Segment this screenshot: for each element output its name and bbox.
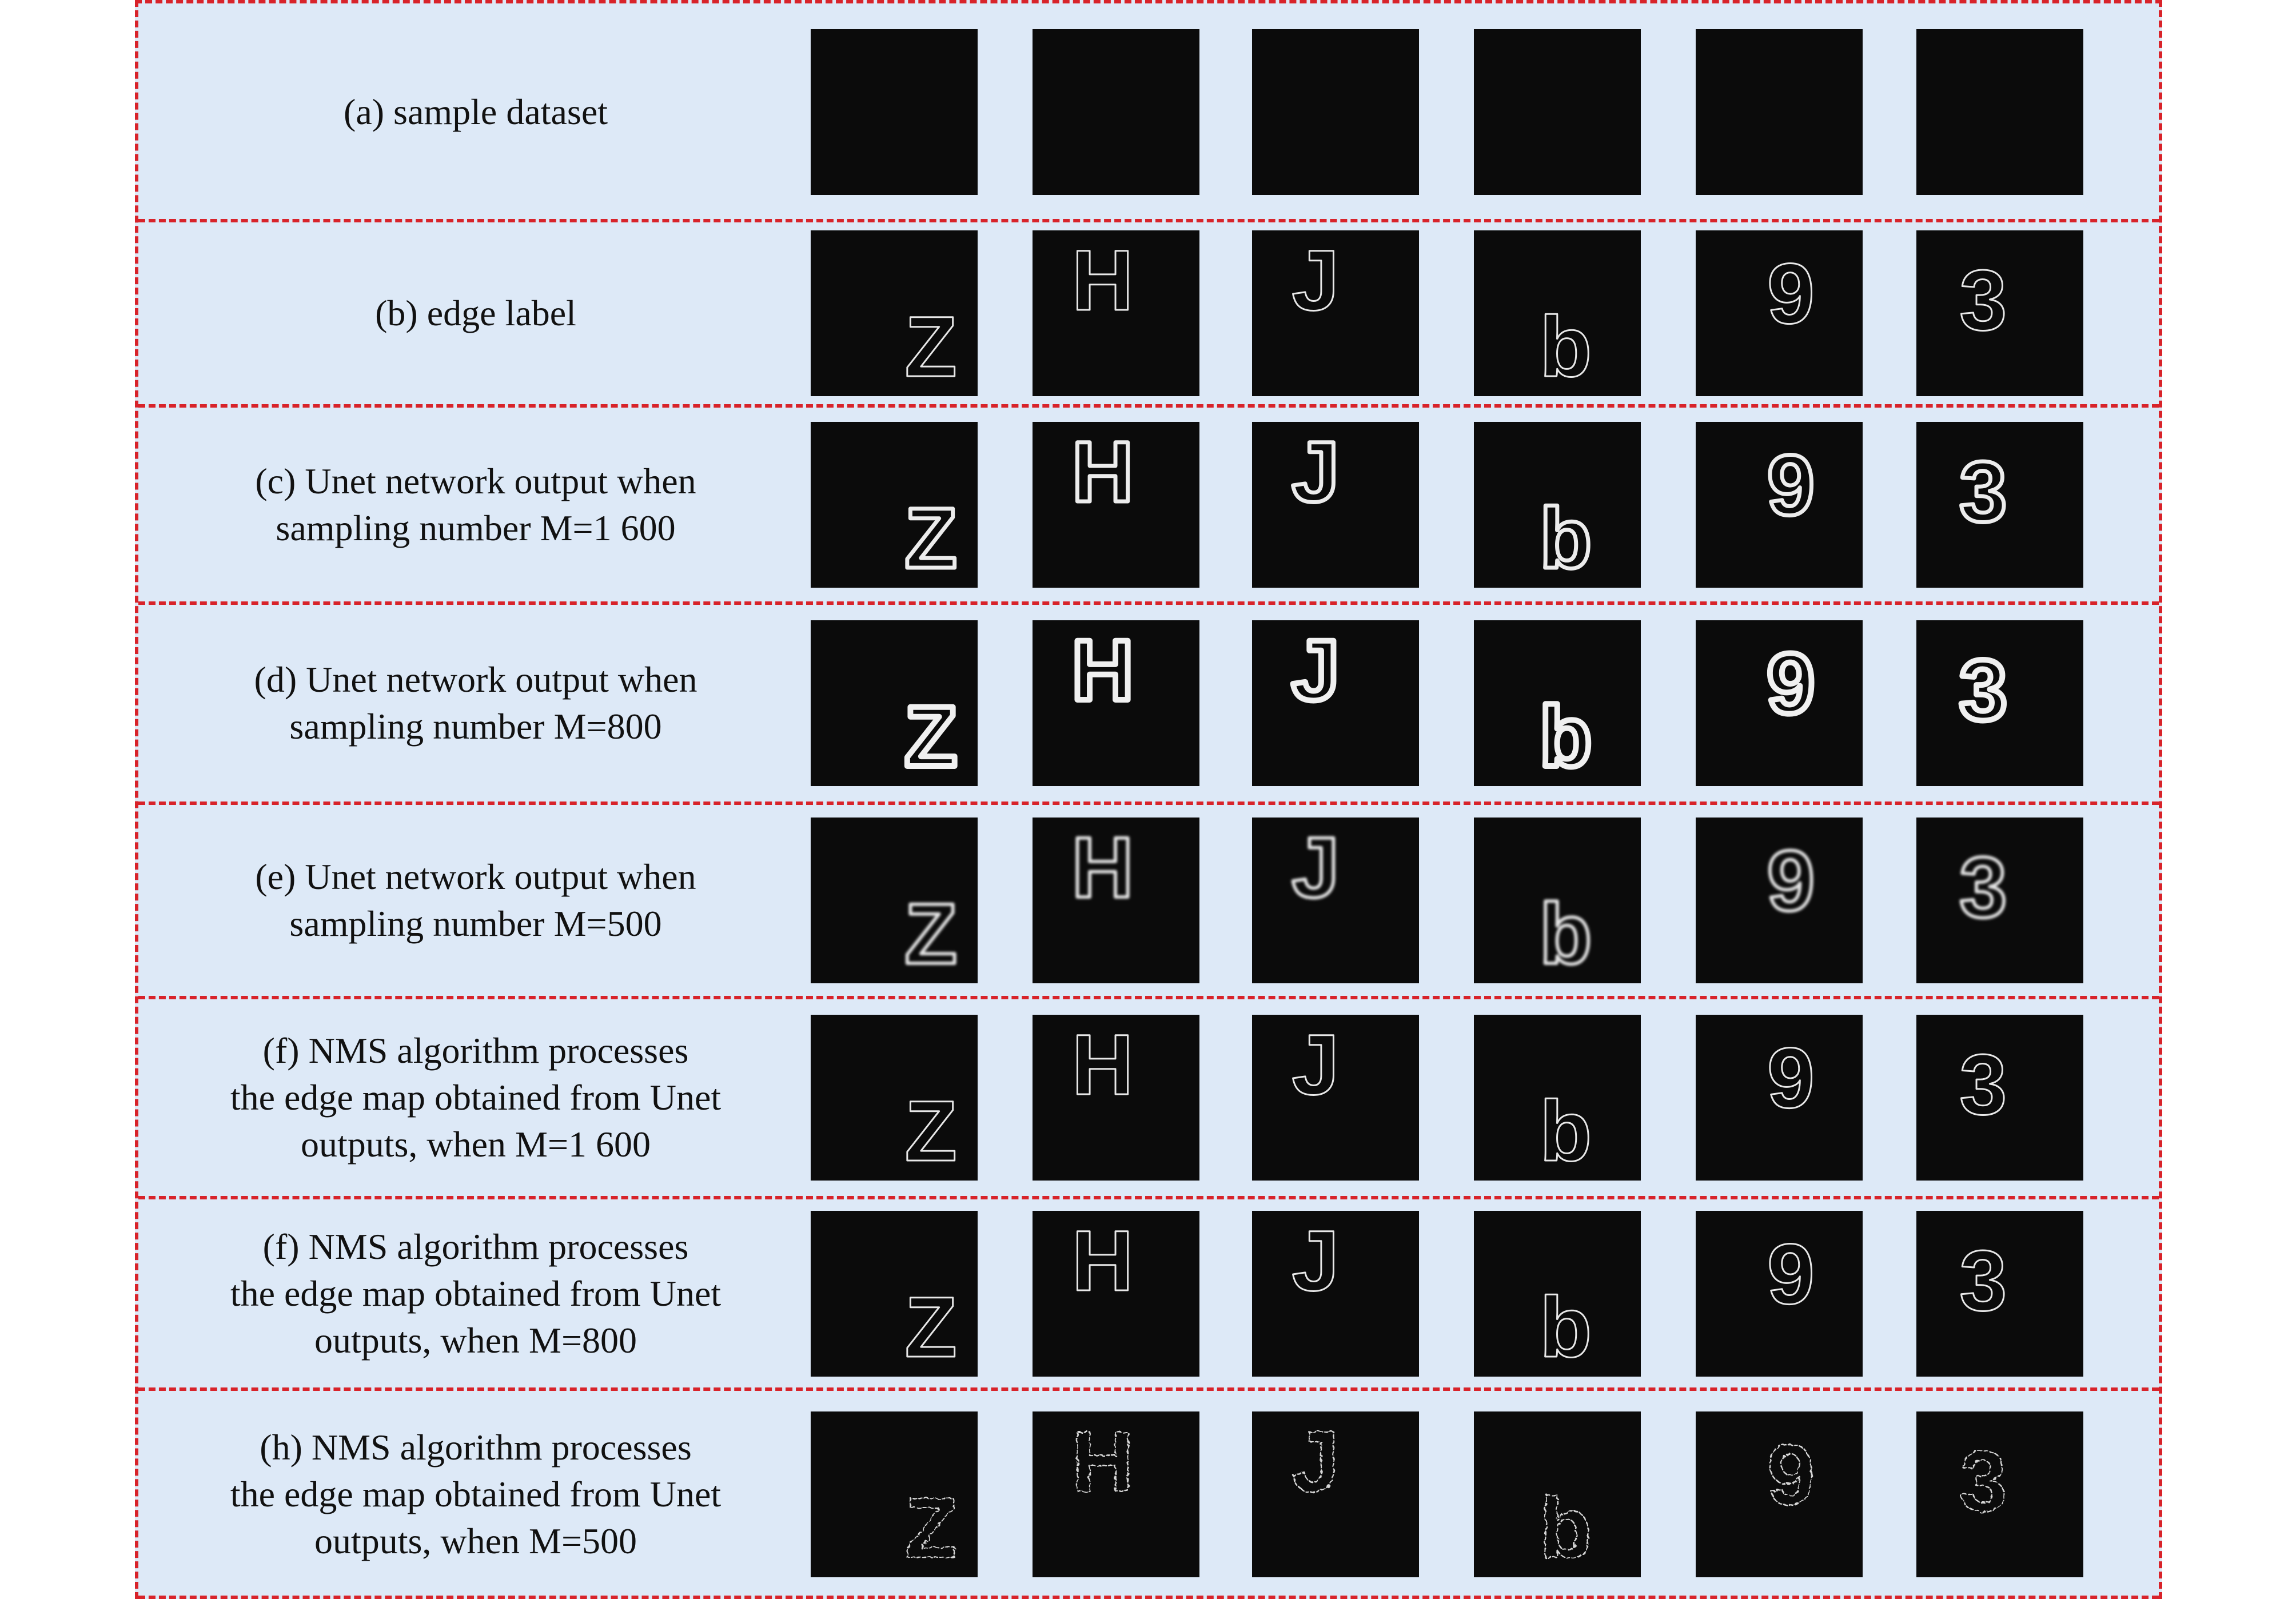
row-label-line: (f) NMS algorithm processes <box>262 1226 689 1267</box>
row-label <box>138 1198 813 1389</box>
character-glyph: Z <box>904 1083 958 1179</box>
bottom-border <box>138 1596 2159 1599</box>
row-label <box>138 603 813 803</box>
image-tile-f2-3 <box>1474 1211 1641 1377</box>
row-label-line: the edge map obtained from Unet <box>230 1473 722 1514</box>
character-glyph: b <box>1539 1083 1592 1179</box>
character-glyph: J <box>1292 1213 1340 1309</box>
image-tile-f1-0 <box>811 1015 978 1181</box>
image-tile-a-1 <box>1033 29 1199 195</box>
row-label-line: outputs, when M=800 <box>314 1319 637 1361</box>
image-tile-c-3 <box>1474 422 1641 588</box>
row-label <box>138 1389 813 1599</box>
image-tile-a-5 <box>1916 29 2083 195</box>
row-label <box>138 803 813 998</box>
row-a <box>138 3 2159 221</box>
row-separator <box>138 404 2159 408</box>
character-glyph: b <box>1539 97 1592 193</box>
row-label-line: (d) Unet network output when <box>254 659 697 700</box>
character-glyph: H <box>1071 1213 1134 1309</box>
character-glyph: b <box>1539 1480 1592 1576</box>
character-glyph: 3 <box>1959 252 2007 348</box>
character-glyph: J <box>1292 819 1340 915</box>
character-glyph: 9 <box>1767 1030 1815 1126</box>
row-label <box>138 3 813 221</box>
character-glyph: 3 <box>1959 1036 2007 1133</box>
row-label-line: (b) edge label <box>375 293 576 333</box>
image-tile-c-5 <box>1916 422 2083 588</box>
image-tile-e-0 <box>811 818 978 983</box>
image-tile-e-2 <box>1252 818 1419 983</box>
character-glyph: 3 <box>1959 839 2007 935</box>
image-tile-e-5 <box>1916 818 2083 983</box>
image-tile-f2-5 <box>1916 1211 2083 1377</box>
image-tile-h-4 <box>1696 1411 1863 1577</box>
character-glyph: H <box>1071 31 1134 127</box>
image-tile-h-0 <box>811 1411 978 1577</box>
character-glyph: b <box>1539 298 1592 394</box>
image-tile-d-1 <box>1033 620 1199 786</box>
row-separator <box>138 802 2159 805</box>
image-tile-d-0 <box>811 620 978 786</box>
image-tile-f2-2 <box>1252 1211 1419 1377</box>
row-label-line: sampling number M=500 <box>289 903 662 944</box>
row-b <box>138 221 2159 406</box>
row-label-line: outputs, when M=1 600 <box>300 1124 651 1165</box>
character-glyph: 3 <box>1959 443 2007 540</box>
row-label-line: (a) sample dataset <box>344 91 608 132</box>
character-glyph: Z <box>904 886 958 982</box>
row-label-line: the edge map obtained from Unet <box>230 1273 722 1314</box>
character-glyph: Z <box>904 1480 958 1576</box>
row-separator <box>138 601 2159 605</box>
character-glyph: J <box>1292 1016 1340 1112</box>
character-glyph: b <box>1539 886 1592 982</box>
image-tile-f1-2 <box>1252 1015 1419 1181</box>
character-glyph: 3 <box>1959 1232 2007 1329</box>
row-label-line: sampling number M=1 600 <box>276 507 676 548</box>
image-tile-c-2 <box>1252 422 1419 588</box>
row-f1 <box>138 998 2159 1198</box>
image-tile-f1-3 <box>1474 1015 1641 1181</box>
character-glyph: 9 <box>1767 1226 1815 1322</box>
character-glyph: 9 <box>1767 635 1815 732</box>
image-tile-h-2 <box>1252 1411 1419 1577</box>
image-tile-a-2 <box>1252 29 1419 195</box>
character-glyph: b <box>1539 490 1592 586</box>
row-label-line: (e) Unet network output when <box>255 856 696 897</box>
character-glyph: J <box>1292 31 1340 127</box>
row-separator <box>138 1196 2159 1199</box>
image-tile-c-0 <box>811 422 978 588</box>
character-glyph: 9 <box>1767 245 1815 342</box>
image-tile-a-4 <box>1696 29 1863 195</box>
character-glyph: b <box>1539 688 1592 784</box>
row-label <box>138 406 813 603</box>
character-glyph: J <box>1292 622 1340 718</box>
character-glyph: 9 <box>1767 832 1815 929</box>
image-tile-f1-1 <box>1033 1015 1199 1181</box>
row-d <box>138 603 2159 803</box>
image-tile-a-0 <box>811 29 978 195</box>
row-f2 <box>138 1198 2159 1389</box>
image-tile-b-3 <box>1474 230 1641 396</box>
character-glyph: 9 <box>1767 437 1815 533</box>
character-glyph: 9 <box>1767 1426 1815 1523</box>
image-tile-b-0 <box>811 230 978 396</box>
character-glyph: 9 <box>1767 44 1815 141</box>
character-glyph: 3 <box>1959 641 2007 738</box>
image-tile-b-1 <box>1033 230 1199 396</box>
image-tile-a-3 <box>1474 29 1641 195</box>
row-label-line: (h) NMS algorithm processes <box>260 1426 692 1468</box>
row-label <box>138 221 813 406</box>
image-tile-b-5 <box>1916 230 2083 396</box>
character-glyph: H <box>1071 1016 1134 1112</box>
image-tile-c-4 <box>1696 422 1863 588</box>
character-glyph: J <box>1292 1413 1340 1509</box>
image-tile-e-4 <box>1696 818 1863 983</box>
row-h <box>138 1389 2159 1599</box>
image-tile-e-3 <box>1474 818 1641 983</box>
image-tile-f1-4 <box>1696 1015 1863 1181</box>
image-tile-f1-5 <box>1916 1015 2083 1181</box>
row-separator <box>138 1387 2159 1391</box>
row-separator <box>138 996 2159 999</box>
character-glyph: J <box>1292 424 1340 520</box>
character-glyph: H <box>1071 622 1134 718</box>
character-glyph: 3 <box>1959 1433 2007 1529</box>
image-tile-d-4 <box>1696 620 1863 786</box>
row-c <box>138 406 2159 603</box>
row-e <box>138 803 2159 998</box>
image-tile-d-3 <box>1474 620 1641 786</box>
image-tile-h-5 <box>1916 1411 2083 1577</box>
image-tile-b-4 <box>1696 230 1863 396</box>
row-separator <box>138 219 2159 222</box>
image-tile-f2-0 <box>811 1211 978 1377</box>
row-label-line: (f) NMS algorithm processes <box>262 1030 689 1071</box>
image-tile-d-2 <box>1252 620 1419 786</box>
row-label-line: the edge map obtained from Unet <box>230 1077 722 1118</box>
character-glyph: 3 <box>1959 50 2007 147</box>
image-tile-f2-1 <box>1033 1211 1199 1377</box>
row-label-line: (c) Unet network output when <box>255 460 696 501</box>
character-glyph: Z <box>904 298 958 394</box>
character-glyph: H <box>1071 232 1134 328</box>
image-tile-b-2 <box>1252 230 1419 396</box>
character-glyph: Z <box>904 97 958 193</box>
character-glyph: b <box>1539 1279 1592 1375</box>
character-glyph: Z <box>904 490 958 586</box>
character-glyph: H <box>1071 424 1134 520</box>
character-glyph: J <box>1292 232 1340 328</box>
character-glyph: H <box>1071 819 1134 915</box>
image-tile-f2-4 <box>1696 1211 1863 1377</box>
image-tile-e-1 <box>1033 818 1199 983</box>
character-glyph: Z <box>904 688 958 784</box>
image-tile-h-1 <box>1033 1411 1199 1577</box>
image-tile-h-3 <box>1474 1411 1641 1577</box>
row-label <box>138 998 813 1198</box>
image-tile-c-1 <box>1033 422 1199 588</box>
row-label-line: sampling number M=800 <box>289 706 662 747</box>
character-glyph: H <box>1071 1413 1134 1509</box>
row-label-line: outputs, when M=500 <box>314 1520 637 1561</box>
image-tile-d-5 <box>1916 620 2083 786</box>
character-glyph: Z <box>904 1279 958 1375</box>
